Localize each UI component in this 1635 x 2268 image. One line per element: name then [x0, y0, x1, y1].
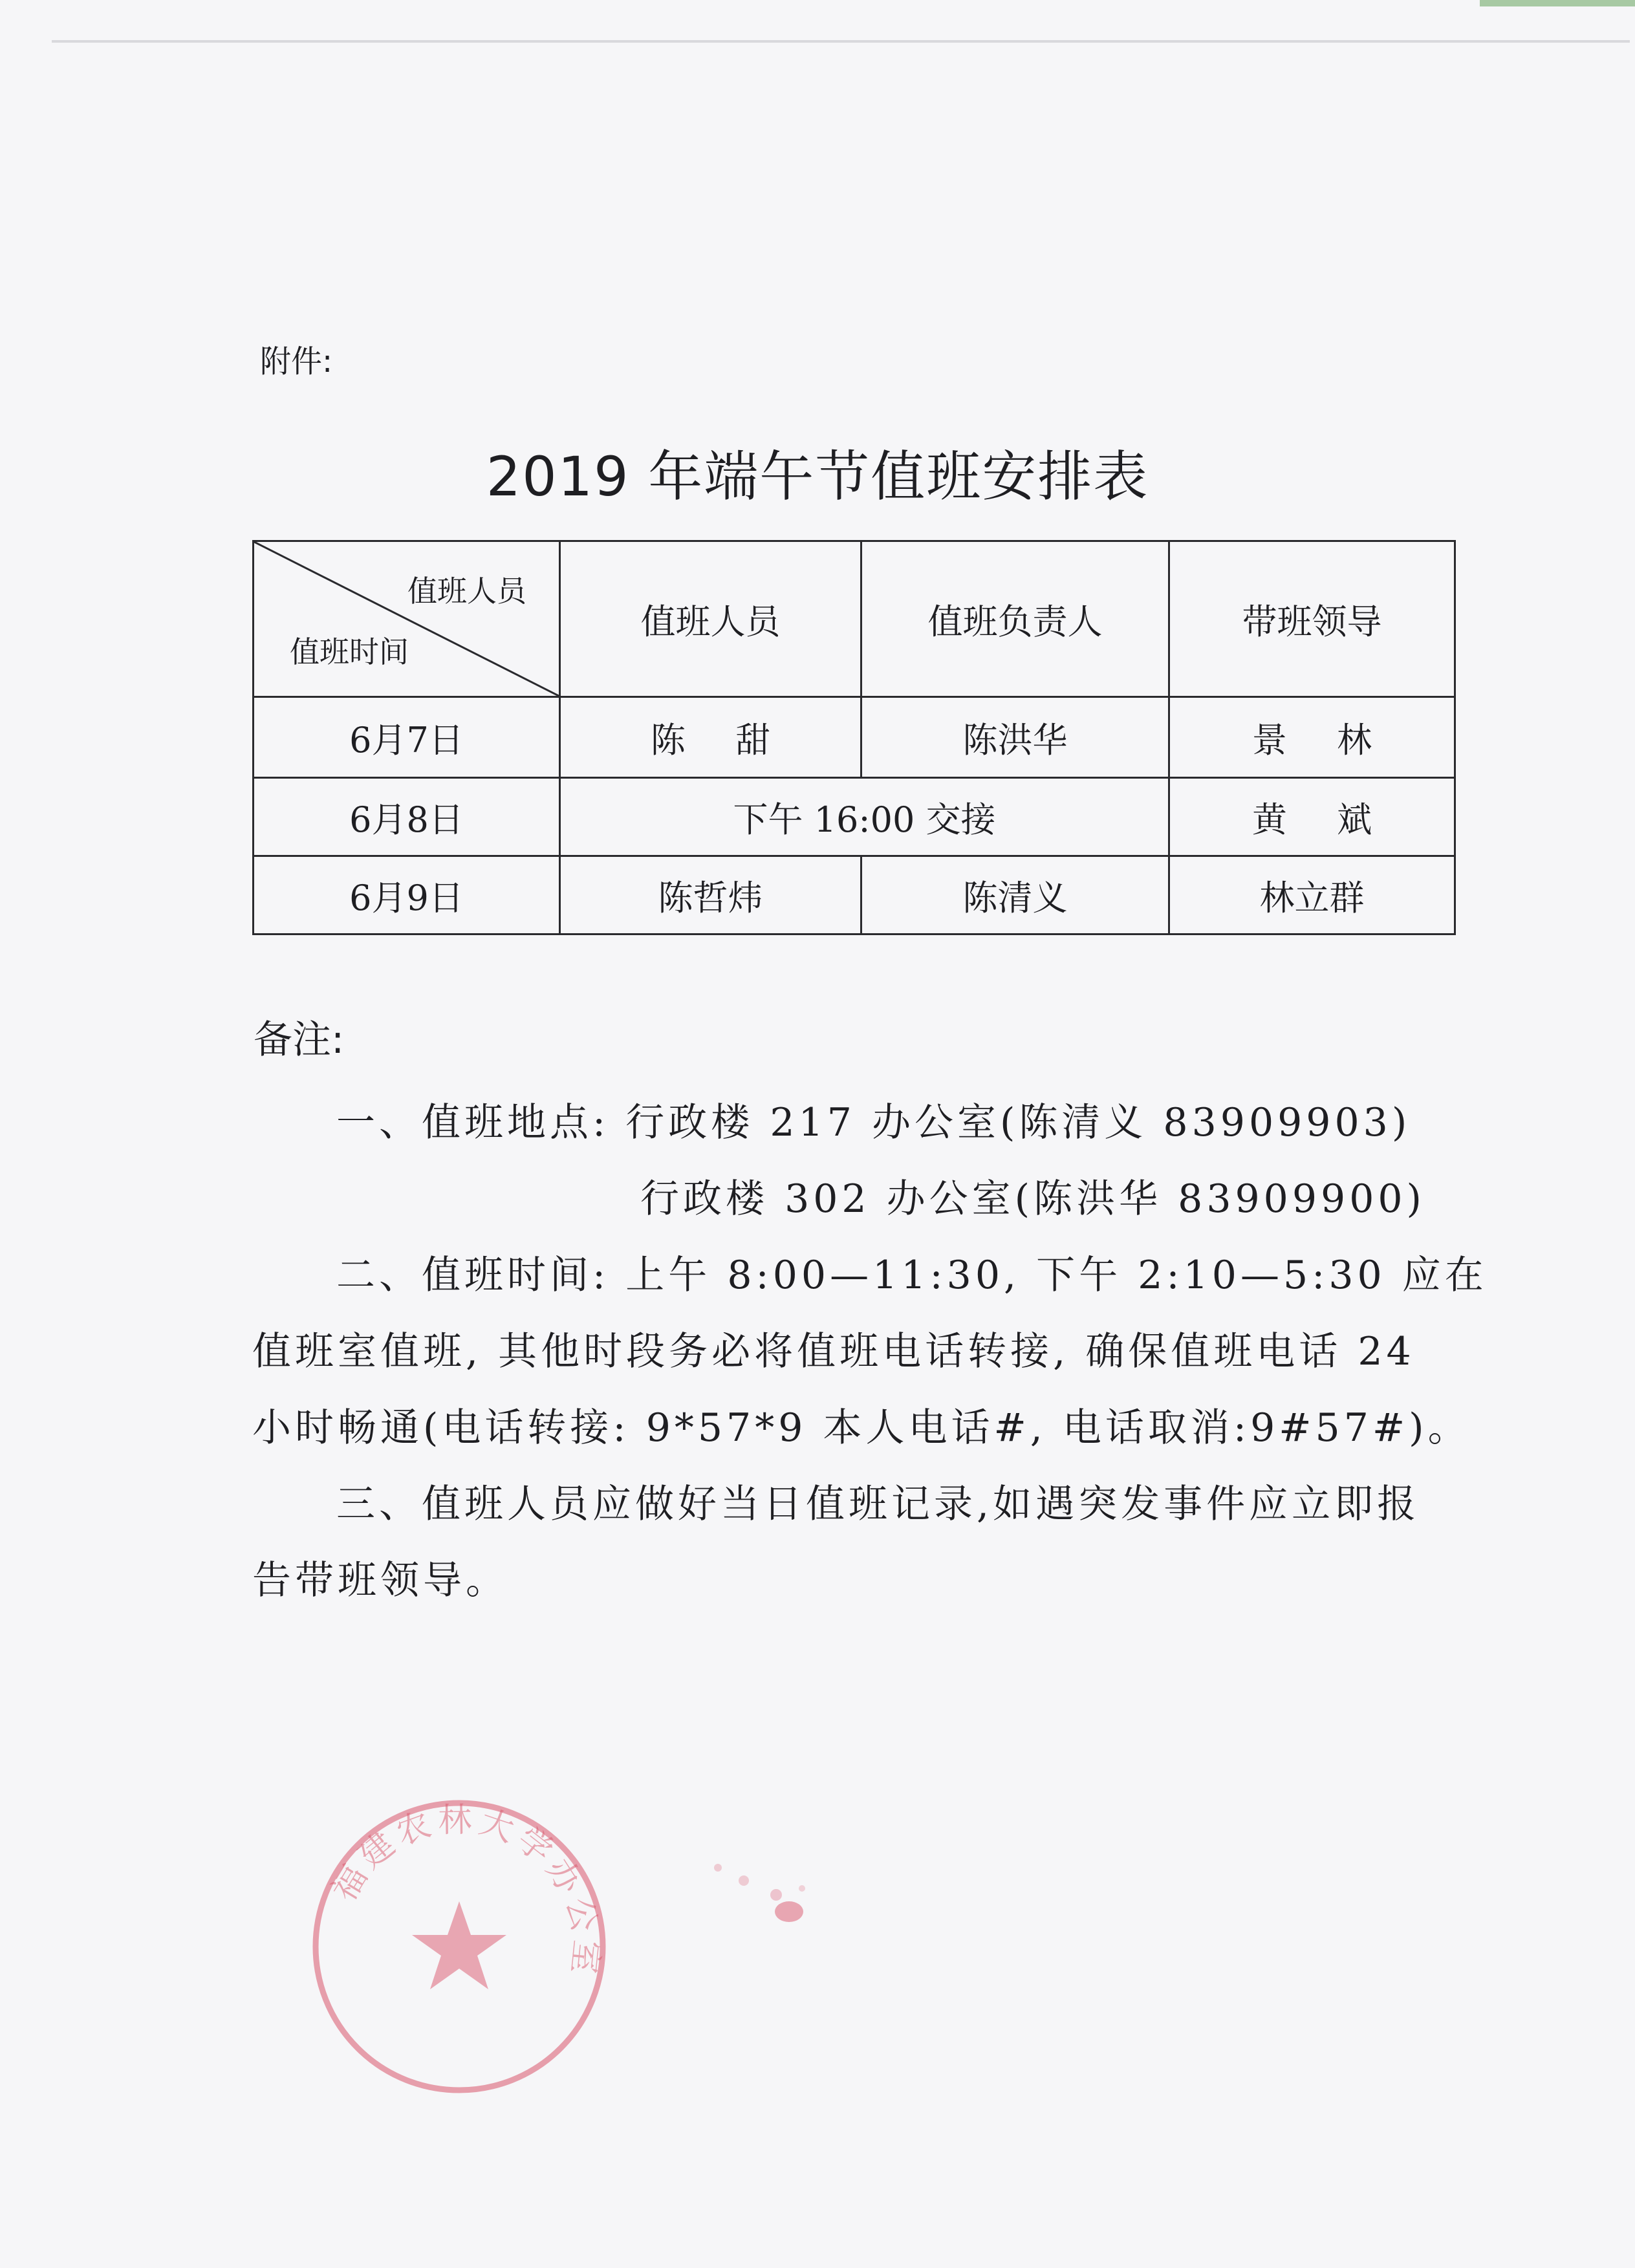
staff-cell: 陈 甜 [560, 697, 861, 778]
table-row [254, 778, 1455, 856]
table-row [254, 697, 1455, 778]
duty-schedule-table [252, 540, 1456, 935]
page-title: 2019 年端午节值班安排表 [486, 445, 1149, 508]
official-seal [304, 1791, 614, 2102]
attachment-label: 附件: [260, 343, 333, 380]
corner-bottom-label: 值班时间 [290, 634, 409, 669]
note-line-4: 值班室值班, 其他时段务必将值班电话转接, 确保值班电话 24 [252, 1329, 1415, 1374]
notes-label: 备注: [254, 1017, 345, 1063]
responsible-cell: 陈洪华 [861, 697, 1169, 778]
date-cell: 6月8日 [254, 778, 560, 856]
header-responsible: 值班负责人 [861, 541, 1169, 697]
corner-header-cell [254, 541, 560, 697]
responsible-cell: 陈清义 [861, 856, 1169, 934]
table-row [254, 856, 1455, 934]
note-line-6: 三、值班人员应做好当日值班记录,如遇突发事件应立即报 [336, 1482, 1420, 1527]
leader-cell: 黄 斌 [1169, 778, 1455, 856]
header-leader: 带班领导 [1169, 541, 1455, 697]
note-line-3: 二、值班时间: 上午 8:00—11:30, 下午 2:10—5:30 应在 [336, 1253, 1488, 1298]
scan-edge [52, 40, 1630, 43]
ink-smudge [705, 1850, 821, 1940]
note-line-2: 行政楼 302 办公室(陈洪华 83909900) [640, 1176, 1425, 1222]
seal-star-icon [412, 1901, 506, 1989]
header-staff: 值班人员 [560, 541, 861, 697]
note-line-5: 小时畅通(电话转接: 9*57*9 本人电话#, 电话取消:9#57#)。 [252, 1405, 1471, 1451]
leader-cell: 景 林 [1169, 697, 1455, 778]
handover-cell: 下午 16:00 交接 [560, 778, 1169, 856]
note-line-1: 一、值班地点: 行政楼 217 办公室(陈清义 83909903) [336, 1100, 1411, 1145]
note-line-7: 告带班领导。 [252, 1558, 508, 1603]
date-cell: 6月9日 [254, 856, 560, 934]
seal-text: 福建农林大学办公室 [325, 1800, 606, 1981]
diagonal-divider [254, 542, 559, 696]
corner-top-label: 值班人员 [407, 574, 526, 609]
table-header-row [254, 541, 1455, 697]
date-cell: 6月7日 [254, 697, 560, 778]
staff-cell: 陈哲炜 [560, 856, 861, 934]
leader-cell: 林立群 [1169, 856, 1455, 934]
scan-corner-mark [1480, 0, 1635, 6]
